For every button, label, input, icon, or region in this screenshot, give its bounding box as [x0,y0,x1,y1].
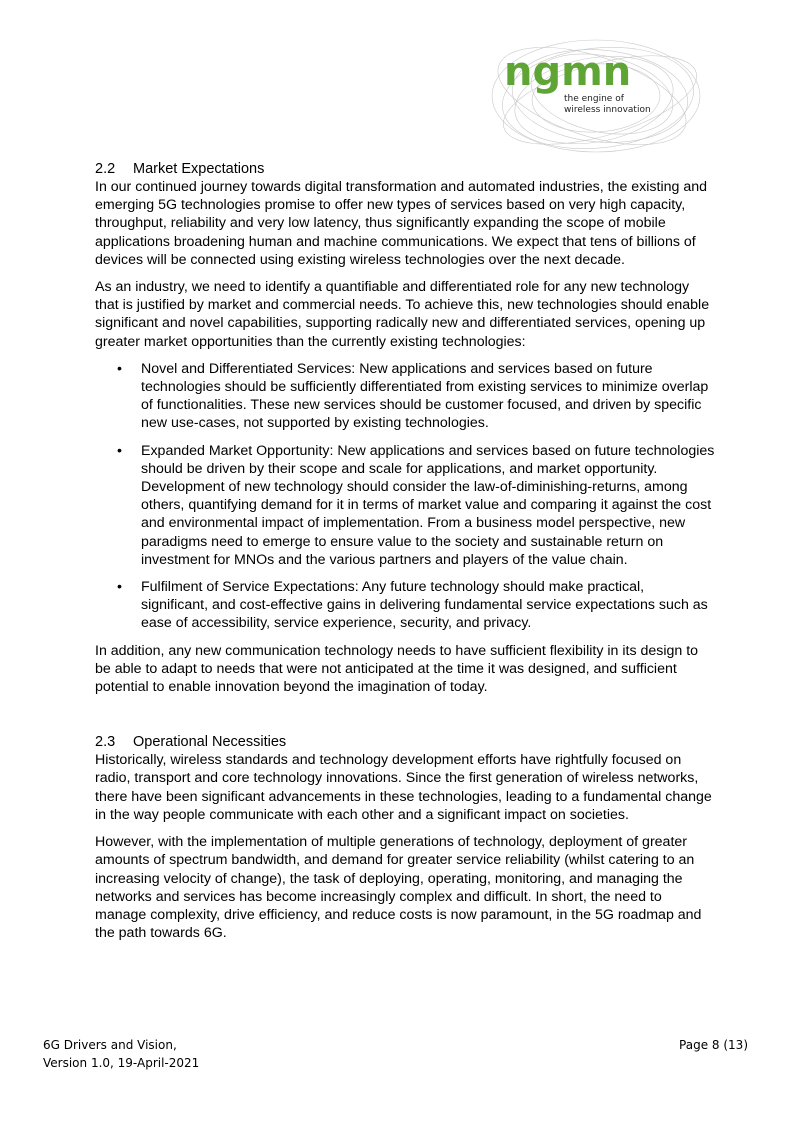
section-heading-2-2 [95,160,715,178]
list-item-lead: Fulfilment of Service Expectations: [141,579,359,596]
section-number: 2.3 [95,734,116,751]
section-title: Operational Necessities [133,734,287,751]
paragraph: Historically, wireless standards and technology development efforts have rightfully focused on radio, transport and core technology innovations. Since the first generation of wireless networks, there have been significant advancements in these technologies, leading to a fundamental change in the way people communicate with each other and a significant impact on societies. [95,752,712,823]
list-item-text: New applications and services based on future technologies should be driven by their scope and scale for applications, and market opportunity. Development of new technology should consider the law-of-diminishing-returns, among others, quantifying demand for it in terms of market value and comparing it against the cost and environmental impact of implementation. From a business model perspective, new paradigms need to emerge to ensure value to the society and sustainable return on investment for MNOs and the various partners and players of the value chain. [141,442,715,568]
list-item [117,578,715,633]
document-body [95,160,715,951]
list-item-text: Any future technology should make practical, significant, and cost-effective gains in delivering fundamental service expectations such as ease of accessibility, service experience, security, and privacy. [141,579,708,632]
paragraph: As an industry, we need to identify a quantifiable and differentiated role for any new technology that is justified by market and commercial needs. To achieve this, new technologies should enable significant and novel capabilities, supporting radically new and differentiated services, opening up greater market opportunities than the currently existing technologies: [95,279,710,350]
paragraph: In addition, any new communication technology needs to have sufficient flexibility in its design to be able to adapt to needs that were not anticipated at the time it was designed, and sufficient potential to enable innovation beyond the imagination of today. [95,642,699,696]
list-item-lead: Novel and Differentiated Services: [141,360,356,377]
footer-page-number: Page 8 (13) [679,1038,748,1052]
logo-tagline-line2: wireless innovation [564,105,651,115]
logo-tagline-line1: the engine of [564,94,624,104]
bullet-icon: • [117,442,122,459]
bullet-icon: • [117,360,122,377]
paragraph: However, with the implementation of multiple generations of technology, deployment of greater amounts of spectrum bandwidth, and demand for greater service reliability (whilst catering to an increasing velocity of change), the task of deploying, operating, monitoring, and managing the networks and services has become increasingly complex and difficult. In short, the need to manage complexity, drive efficiency, and reduce costs is now paramount, in the 5G roadmap and the path towards 6G. [95,834,702,942]
bullet-list [95,360,715,633]
footer-doc-title: 6G Drivers and Vision, [43,1038,177,1052]
bullet-icon: • [117,579,122,596]
list-item-lead: Expanded Market Opportunity: [141,442,334,459]
list-item-text: New applications and services based on future technologies should be sufficiently differentiated from existing services to minimize overlap of functionalities. These new services should be customer focused, and driven by specific new use-cases, not supported by existing technologies. [141,360,709,432]
ngmn-logo [488,36,702,160]
footer-version: Version 1.0, 19-April-2021 [43,1056,200,1070]
section-title: Market Expectations [133,161,265,177]
paragraph: In our continued journey towards digital transformation and automated industries, the existing and emerging 5G technologies promise to offer new types of services based on very high capacity, throughput, reliability and very low latency, thus significantly expanding the scope of mobile applications broadening human and machine communications. We expect that tens of billions of devices will be connected using existing wireless technologies over the next decade. [95,179,708,268]
section-heading-2-3 [95,733,715,751]
logo-wordmark: ngmn [504,49,632,95]
list-item [117,360,715,433]
footer-document-info [43,1036,199,1072]
section-number: 2.2 [95,161,116,177]
list-item [117,442,715,569]
section-spacer [95,705,715,733]
logo-tagline [564,94,651,116]
